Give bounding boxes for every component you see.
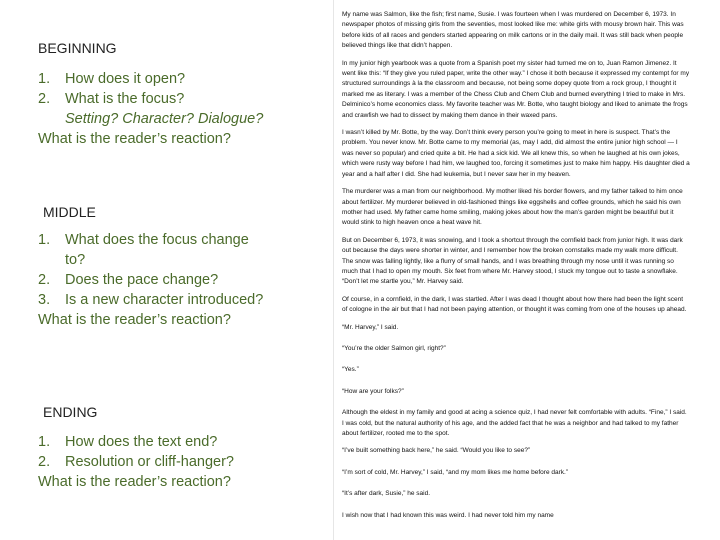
story-dialogue-line: “I’m sort of cold, Mr. Harvey,” I said, “and my mom likes me home before dark.” <box>342 468 568 476</box>
story-dialogue-line: “Yes.” <box>342 366 359 374</box>
story-dialogue-line: “I’ve built something back here,” he said. “Would you like to see?” <box>342 447 531 455</box>
middle-question-3: 3. Is a new character introduced? <box>38 292 264 308</box>
beginning-question-1: 1. How does it open? <box>38 71 186 87</box>
story-dialogue-line: “How are your folks?” <box>342 387 404 395</box>
column-divider <box>333 0 334 540</box>
story-text-column <box>340 10 690 528</box>
story-dialogue-line: “It’s after dark, Susie,” he said. <box>342 490 431 498</box>
middle-title: MIDDLE <box>43 204 96 220</box>
ending-question-1: 1. How does the text end? <box>38 434 218 450</box>
story-paragraph: Of course, in a cornfield, in the dark, I was startled. After I was dead I thought about how there had been the light scent of cologne in the air but that I had not been paying attention, or thought it was coming from one of the houses up ahead. <box>342 295 687 314</box>
beginning-title: BEGINNING <box>38 40 117 56</box>
beginning-question-2: 2. What is the focus? <box>38 91 185 107</box>
story-paragraph: But on December 6, 1973, it was snowing, and I took a shortcut through the cornfield back from junior high. It was dark out because the days were shorter in winter, and I remember how the broken cornstalks made my walk more difficult. The snow was falling lightly, like a flurry of small hands, and I was breathing through my nose until it was running so much that I had to open my mouth. Six feet from where Mr. Harvey stood, I stuck my tongue out to taste a snowflake. “Don’t let me startle you,” Mr. Harvey said. <box>342 236 683 286</box>
middle-question-1: 1. What does the focus change <box>38 232 249 248</box>
middle-reaction: What is the reader’s reaction? <box>38 312 231 328</box>
ending-question-2: 2. Resolution or cliff-hanger? <box>38 454 234 470</box>
story-dialogue-line: “Mr. Harvey,” I said. <box>342 323 399 331</box>
ending-reaction: What is the reader’s reaction? <box>38 474 231 490</box>
story-dialogue-line: “You’re the older Salmon girl, right?” <box>342 344 446 352</box>
story-paragraph: The murderer was a man from our neighborhood. My mother liked his border flowers, and my father talked to him once about fertilizer. My murderer believed in old-fashioned things like eggshells and coffee grounds, which he said his own mother had used. My father came home smiling, making jokes about how the man’s garden might be beautiful but it would stink to high heaven once a heat wave hit. <box>342 188 683 227</box>
middle-question-1-cont: to? <box>65 252 86 268</box>
story-paragraph: I wish now that I had known this was weird. I had never told him my name <box>342 511 554 519</box>
beginning-subquestion: Setting? Character? Dialogue? <box>65 111 264 127</box>
story-paragraph: In my junior high yearbook was a quote from a Spanish poet my sister had turned me on to, Juan Ramon Jimenez. It went like this: “If they give you ruled paper, write the other way.” I chose it both because it expressed my contempt for my structured surroundings à la the classroom and because, not being some dopey quote from a rock group, I thought it marked me as literary. I was a member of the Chess Club and Chem Club and burned everything I tried to make in Mrs. Delminico’s home economics class. My favorite teacher was Mr. Botte, who taught biology and liked to animate the frogs and crawfish we had to dissect by making them dance in their waxed pans. <box>342 59 690 119</box>
middle-question-2: 2. Does the pace change? <box>38 272 219 288</box>
story-paragraph: I wasn’t killed by Mr. Botte, by the way. Don’t think every person you’re going to meet in here is suspect. That’s the problem. You never know. Mr. Botte came to my memorial (as, may I add, did almost the entire junior high school — I was never so popular) and cried quite a bit. He had a sick kid. We all knew this, so when he laughed at his own jokes, which were rusty way before I had him, we laughed too, forcing it sometimes just to make him happy. His daughter died a year and a half after I did. She had leukemia, but I never saw her in my heaven. <box>342 129 690 178</box>
beginning-section <box>38 39 328 149</box>
ending-section <box>38 403 328 492</box>
story-paragraph: My name was Salmon, like the fish; first name, Susie. I was fourteen when I was murdered on December 6, 1973. In newspaper photos of missing girls from the seventies, most looked like me: white girls with mousy brown hair. This was before kids of all races and genders started appearing on milk cartons or in the daily mail. It was still back when people believed things like that didn’t happen. <box>342 11 684 50</box>
story-paragraph: Although the eldest in my family and good at acing a science quiz, I had never felt comfortable with adults. “Fine,” I said. I was cold, but the natural authority of his age, and the added fact that he was a neighbor and had talked to my father about fertilizer, rooted me to the spot. <box>342 409 687 437</box>
ending-title: ENDING <box>43 404 98 420</box>
left-panel <box>0 0 330 540</box>
middle-section <box>38 203 328 330</box>
beginning-reaction: What is the reader’s reaction? <box>38 131 231 147</box>
